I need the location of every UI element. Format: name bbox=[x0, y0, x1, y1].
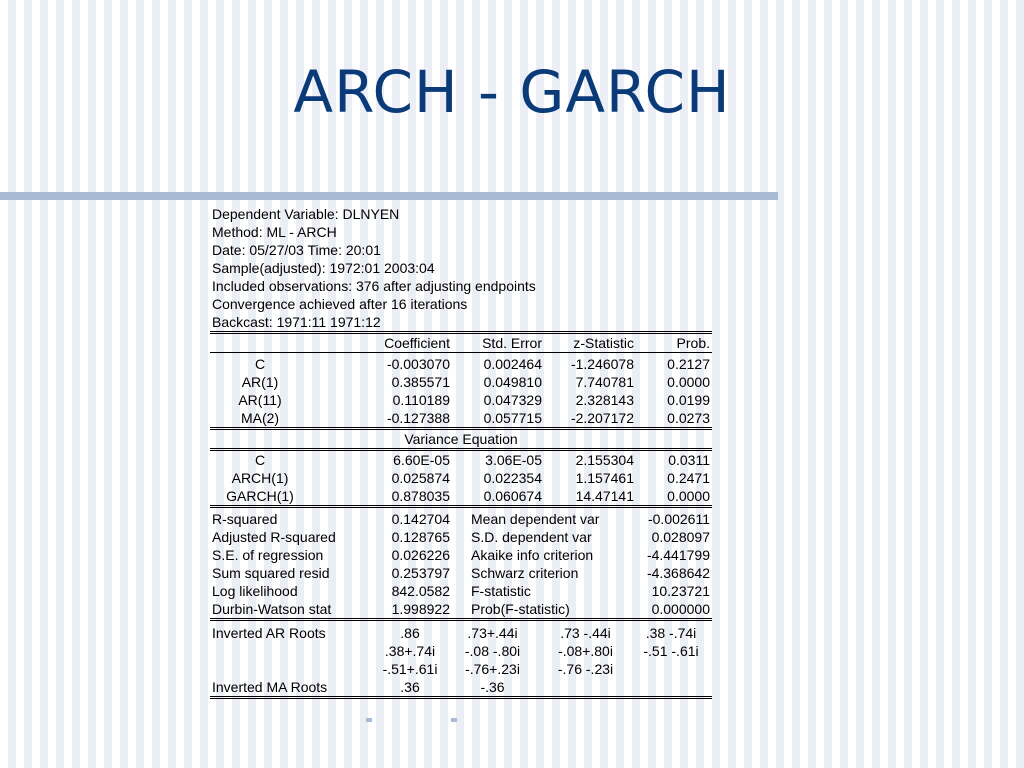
stat-value: 842.0582 bbox=[391, 583, 450, 599]
row-variable: ARCH(1) bbox=[231, 470, 289, 486]
row-coefficient: -0.003070 bbox=[386, 356, 450, 372]
row-std-error: 0.002464 bbox=[483, 356, 542, 372]
corner-mark bbox=[451, 718, 457, 722]
stat-label: Durbin-Watson stat bbox=[212, 601, 332, 617]
table-row bbox=[210, 409, 712, 427]
row-coefficient: 6.60E-05 bbox=[393, 452, 450, 468]
stat-label: S.D. dependent var bbox=[471, 529, 592, 545]
row-std-error: 0.060674 bbox=[483, 488, 542, 504]
row-variable: C bbox=[254, 356, 266, 372]
row-std-error: 3.06E-05 bbox=[485, 452, 542, 468]
col-coefficient: Coefficient bbox=[384, 335, 450, 351]
col-prob: Prob. bbox=[676, 335, 710, 351]
stat-value: 1.998922 bbox=[391, 601, 450, 617]
stat-label: F-statistic bbox=[471, 583, 531, 599]
stat-value: -4.368642 bbox=[646, 565, 710, 581]
corner-mark bbox=[366, 718, 372, 722]
row-variable: MA(2) bbox=[240, 410, 280, 426]
row-std-error: 0.022354 bbox=[483, 470, 542, 486]
mean-equation bbox=[210, 355, 712, 427]
root-value: -.08 -.80i bbox=[464, 643, 521, 659]
table-row bbox=[210, 510, 712, 528]
stat-label: Log likelihood bbox=[212, 583, 298, 599]
table-row bbox=[210, 678, 712, 696]
row-prob: 0.0311 bbox=[668, 452, 710, 468]
double-rule bbox=[210, 696, 712, 699]
header-convergence: Convergence achieved after 16 iterations bbox=[212, 296, 468, 312]
table-row bbox=[210, 355, 712, 373]
table-row bbox=[210, 373, 712, 391]
root-value: -.08+.80i bbox=[558, 643, 613, 659]
roots-label: Inverted MA Roots bbox=[212, 679, 328, 695]
table-row bbox=[210, 528, 712, 546]
row-variable: AR(1) bbox=[241, 374, 279, 390]
col-std-error: Std. Error bbox=[482, 335, 542, 351]
row-coefficient: 0.025874 bbox=[391, 470, 450, 486]
row-std-error: 0.047329 bbox=[483, 392, 542, 408]
root-value: -.36 bbox=[480, 679, 505, 695]
row-z-statistic: 14.47141 bbox=[575, 488, 634, 504]
stat-label: Prob(F-statistic) bbox=[471, 601, 570, 617]
row-z-statistic: -2.207172 bbox=[570, 410, 634, 426]
row-variable: AR(11) bbox=[238, 392, 282, 408]
row-prob: 0.2471 bbox=[667, 470, 710, 486]
row-z-statistic: 7.740781 bbox=[575, 374, 634, 390]
stat-label: Schwarz criterion bbox=[471, 565, 579, 581]
header-method: Method: ML - ARCH bbox=[212, 224, 337, 240]
table-row bbox=[210, 582, 712, 600]
root-value: .73+.44i bbox=[467, 625, 518, 641]
row-coefficient: 0.878035 bbox=[391, 488, 450, 504]
stat-label: R-squared bbox=[212, 511, 278, 527]
root-value: -.51+.61i bbox=[382, 661, 438, 677]
root-value: -.51 -.61i bbox=[643, 643, 699, 659]
stat-label: Adjusted R-squared bbox=[212, 529, 336, 545]
root-value: .86 bbox=[400, 625, 420, 641]
row-variable: GARCH(1) bbox=[226, 488, 294, 504]
stat-value: -4.441799 bbox=[646, 547, 710, 563]
stat-value: 0.000000 bbox=[651, 601, 710, 617]
row-prob: 0.2127 bbox=[667, 356, 710, 372]
row-coefficient: 0.385571 bbox=[391, 374, 450, 390]
variance-equation-title: Variance Equation bbox=[404, 431, 518, 447]
inverted-roots bbox=[210, 624, 712, 696]
stat-label: Mean dependent var bbox=[471, 511, 600, 527]
row-variable: C bbox=[254, 452, 266, 468]
header-dependent-variable: Dependent Variable: DLNYEN bbox=[212, 206, 400, 222]
table-row bbox=[210, 624, 712, 642]
root-value: -.76 -.23i bbox=[557, 661, 614, 677]
table-row bbox=[210, 600, 712, 618]
stat-value: 0.026226 bbox=[391, 547, 450, 563]
row-coefficient: -0.127388 bbox=[386, 410, 450, 426]
stat-label: Sum squared resid bbox=[212, 565, 330, 581]
row-z-statistic: 2.328143 bbox=[575, 392, 634, 408]
estimation-header bbox=[210, 205, 712, 331]
table-row bbox=[210, 487, 712, 505]
table-row bbox=[210, 564, 712, 582]
table-row bbox=[210, 546, 712, 564]
row-z-statistic: -1.246078 bbox=[570, 356, 634, 372]
stat-value: 0.142704 bbox=[391, 511, 450, 527]
table-row bbox=[210, 642, 712, 660]
row-z-statistic: 2.155304 bbox=[575, 452, 634, 468]
row-prob: 0.0273 bbox=[667, 410, 710, 426]
stat-value: 0.028097 bbox=[651, 529, 710, 545]
stat-label: Akaike info criterion bbox=[471, 547, 594, 563]
stat-value: 0.128765 bbox=[391, 529, 450, 545]
table-row bbox=[210, 451, 712, 469]
root-value: .36 bbox=[400, 679, 420, 695]
roots-label: Inverted AR Roots bbox=[212, 625, 326, 641]
table-row bbox=[210, 660, 712, 678]
root-value: .38 -.74i bbox=[645, 625, 697, 641]
title-underline bbox=[0, 192, 778, 200]
row-prob: 0.0000 bbox=[667, 488, 710, 504]
row-std-error: 0.049810 bbox=[483, 374, 542, 390]
stat-label: S.E. of regression bbox=[212, 547, 324, 563]
header-sample: Sample(adjusted): 1972:01 2003:04 bbox=[212, 260, 435, 276]
row-prob: 0.0000 bbox=[667, 374, 710, 390]
summary-statistics bbox=[210, 510, 712, 618]
table-row bbox=[210, 391, 712, 409]
root-value: -.76+.23i bbox=[465, 661, 520, 677]
variance-equation bbox=[210, 451, 712, 505]
row-coefficient: 0.110189 bbox=[392, 392, 450, 408]
row-std-error: 0.057715 bbox=[483, 410, 542, 426]
col-z-statistic: z-Statistic bbox=[573, 335, 634, 351]
stat-value: 10.23721 bbox=[651, 583, 710, 599]
regression-output bbox=[210, 205, 712, 699]
header-observations: Included observations: 376 after adjusting endpoints bbox=[212, 278, 536, 294]
row-z-statistic: 1.157461 bbox=[575, 470, 634, 486]
root-value: .38+.74i bbox=[384, 643, 436, 659]
header-date: Date: 05/27/03 Time: 20:01 bbox=[212, 242, 381, 258]
stat-value: 0.253797 bbox=[391, 565, 450, 581]
root-value: .73 -.44i bbox=[560, 625, 611, 641]
row-prob: 0.0199 bbox=[667, 392, 710, 408]
stat-value: -0.002611 bbox=[647, 511, 710, 527]
slide-title: ARCH - GARCH bbox=[293, 58, 731, 126]
column-header-row bbox=[210, 334, 712, 352]
header-backcast: Backcast: 1971:11 1971:12 bbox=[212, 314, 381, 330]
table-row bbox=[210, 469, 712, 487]
